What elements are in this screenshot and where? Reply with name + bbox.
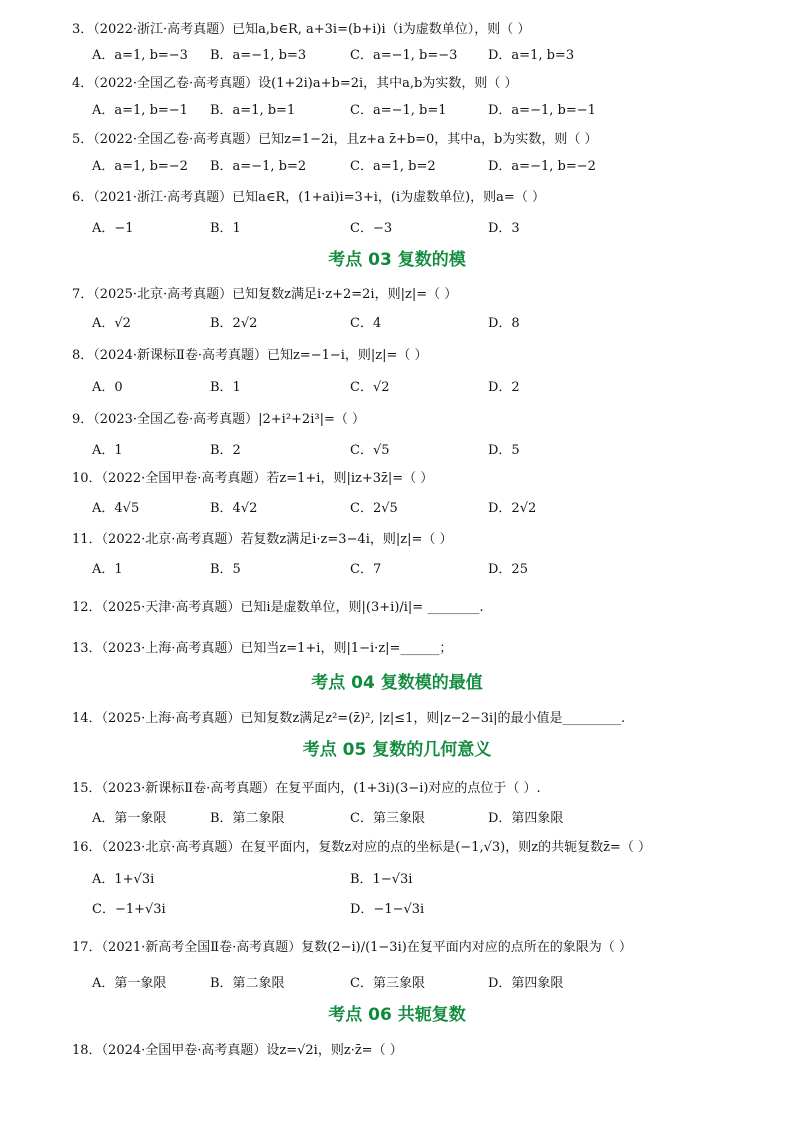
question-14: 14．（2025·上海·高考真题）已知复数z满足z²=(z̄)², |z|≤1，则|z−2−3i|的最小值是_________.	[72, 711, 626, 726]
option-a[interactable]: A．第一象限	[92, 976, 167, 991]
question-7: 7．（2025·北京·高考真题）已知复数z满足i·z+2=2i，则|z|=（ ）	[72, 287, 458, 302]
option-c[interactable]: C．4	[350, 316, 382, 331]
option-b[interactable]: B．a=−1, b=3	[210, 48, 307, 63]
question-4-options	[92, 101, 732, 121]
option-c[interactable]: C．−1+√3i	[92, 902, 166, 917]
question-11-options	[92, 560, 732, 580]
section-heading-06: 考点 06 共轭复数	[328, 1005, 466, 1025]
option-a[interactable]: A．1	[92, 562, 123, 577]
option-d[interactable]: D．5	[488, 443, 520, 458]
option-a[interactable]: A．1+√3i	[92, 872, 155, 887]
question-6: 6．（2021·浙江·高考真题）已知a∈R，(1+ai)i=3+i，(i为虚数单位)，则a=（ ）	[72, 190, 545, 205]
question-17: 17．（2021·新高考全国Ⅱ卷·高考真题）复数(2−i)/(1−3i)在复平面内对应的点所在的象限为（ ）	[72, 940, 632, 955]
question-3-options	[92, 46, 732, 66]
option-b[interactable]: B．a=1, b=1	[210, 103, 296, 118]
option-d[interactable]: D．3	[488, 221, 520, 236]
question-12: 12．（2025·天津·高考真题）已知i是虚数单位，则|(3+i)/i|= ________.	[72, 600, 484, 615]
option-d[interactable]: D．第四象限	[488, 976, 564, 991]
option-a[interactable]: A．1	[92, 443, 123, 458]
question-13: 13．（2023·上海·高考真题）已知当z=1+i，则|1−i·z|=______；	[72, 641, 453, 656]
option-b[interactable]: B．第二象限	[210, 976, 285, 991]
question-3: 3．（2022·浙江·高考真题）已知a,b∈R, a+3i=(b+i)i（i为虚数单位），则（ ）	[72, 22, 531, 37]
option-b[interactable]: B．5	[210, 562, 241, 577]
option-d[interactable]: D．a=−1, b=−1	[488, 103, 596, 118]
question-8: 8．（2024·新课标Ⅱ卷·高考真题）已知z=−1−i，则|z|=（ ）	[72, 348, 428, 363]
option-d[interactable]: D．8	[488, 316, 520, 331]
question-10: 10．（2022·全国甲卷·高考真题）若z=1+i，则|iz+3z̄|=（ ）	[72, 471, 434, 486]
question-16-options-row2	[92, 900, 732, 920]
question-5-options	[92, 157, 732, 177]
option-c[interactable]: C．7	[350, 562, 382, 577]
question-5: 5．（2022·全国乙卷·高考真题）已知z=1−2i，且z+a z̄+b=0，其中a，b为实数，则（ ）	[72, 132, 598, 147]
option-c[interactable]: C．a=−1, b=−3	[350, 48, 458, 63]
option-c[interactable]: C．第三象限	[350, 976, 425, 991]
option-c[interactable]: C．−3	[350, 221, 393, 236]
option-c[interactable]: C．第三象限	[350, 811, 425, 826]
question-4: 4．（2022·全国乙卷·高考真题）设(1+2i)a+b=2i，其中a,b为实数，则（ ）	[72, 76, 518, 91]
question-17-options	[92, 974, 732, 994]
option-a[interactable]: A．第一象限	[92, 811, 167, 826]
option-b[interactable]: B．2	[210, 443, 241, 458]
option-c[interactable]: C．√2	[350, 380, 390, 395]
option-b[interactable]: B．1−√3i	[350, 872, 413, 887]
option-b[interactable]: B．4√2	[210, 501, 258, 516]
option-a[interactable]: A．a=1, b=−2	[92, 159, 188, 174]
section-heading-05: 考点 05 复数的几何意义	[302, 740, 492, 760]
option-d[interactable]: D．第四象限	[488, 811, 564, 826]
option-b[interactable]: B．第二象限	[210, 811, 285, 826]
option-a[interactable]: A．a=1, b=−3	[92, 48, 188, 63]
option-d[interactable]: D．a=1, b=3	[488, 48, 575, 63]
option-b[interactable]: B．1	[210, 380, 241, 395]
option-c[interactable]: C．√5	[350, 443, 390, 458]
option-d[interactable]: D．25	[488, 562, 528, 577]
question-18: 18．（2024·全国甲卷·高考真题）设z=√2i，则z·z̄=（ ）	[72, 1043, 403, 1058]
option-a[interactable]: A．−1	[92, 221, 134, 236]
option-d[interactable]: D．a=−1, b=−2	[488, 159, 596, 174]
question-6-options	[92, 219, 732, 239]
question-8-options	[92, 378, 732, 398]
question-9-options	[92, 441, 732, 461]
question-16-options-row1	[92, 870, 732, 890]
question-15-options	[92, 809, 732, 829]
option-d[interactable]: D．2	[488, 380, 520, 395]
section-heading-04: 考点 04 复数模的最值	[311, 673, 483, 693]
option-a[interactable]: A．√2	[92, 316, 131, 331]
option-c[interactable]: C．a=1, b=2	[350, 159, 436, 174]
option-a[interactable]: A．a=1, b=−1	[92, 103, 188, 118]
option-b[interactable]: B．1	[210, 221, 241, 236]
question-10-options	[92, 499, 732, 519]
option-a[interactable]: A．0	[92, 380, 123, 395]
question-11: 11．（2022·北京·高考真题）若复数z满足i·z=3−4i，则|z|=（ ）	[72, 532, 453, 547]
question-9: 9．（2023·全国乙卷·高考真题）|2+i²+2i³|=（ ）	[72, 412, 365, 427]
question-16: 16．（2023·北京·高考真题）在复平面内，复数z对应的点的坐标是(−1,√3)，则z的共轭复数z̄=（ ）	[72, 840, 651, 855]
option-c[interactable]: C．a=−1, b=1	[350, 103, 447, 118]
option-c[interactable]: C．2√5	[350, 501, 398, 516]
option-b[interactable]: B．2√2	[210, 316, 258, 331]
question-7-options	[92, 314, 732, 334]
option-d[interactable]: D．−1−√3i	[350, 902, 425, 917]
option-a[interactable]: A．4√5	[92, 501, 140, 516]
option-d[interactable]: D．2√2	[488, 501, 537, 516]
section-heading-03: 考点 03 复数的模	[328, 250, 466, 270]
option-b[interactable]: B．a=−1, b=2	[210, 159, 307, 174]
question-15: 15．（2023·新课标Ⅱ卷·高考真题）在复平面内，(1+3i)(3−i)对应的点位于（ ）.	[72, 781, 541, 796]
